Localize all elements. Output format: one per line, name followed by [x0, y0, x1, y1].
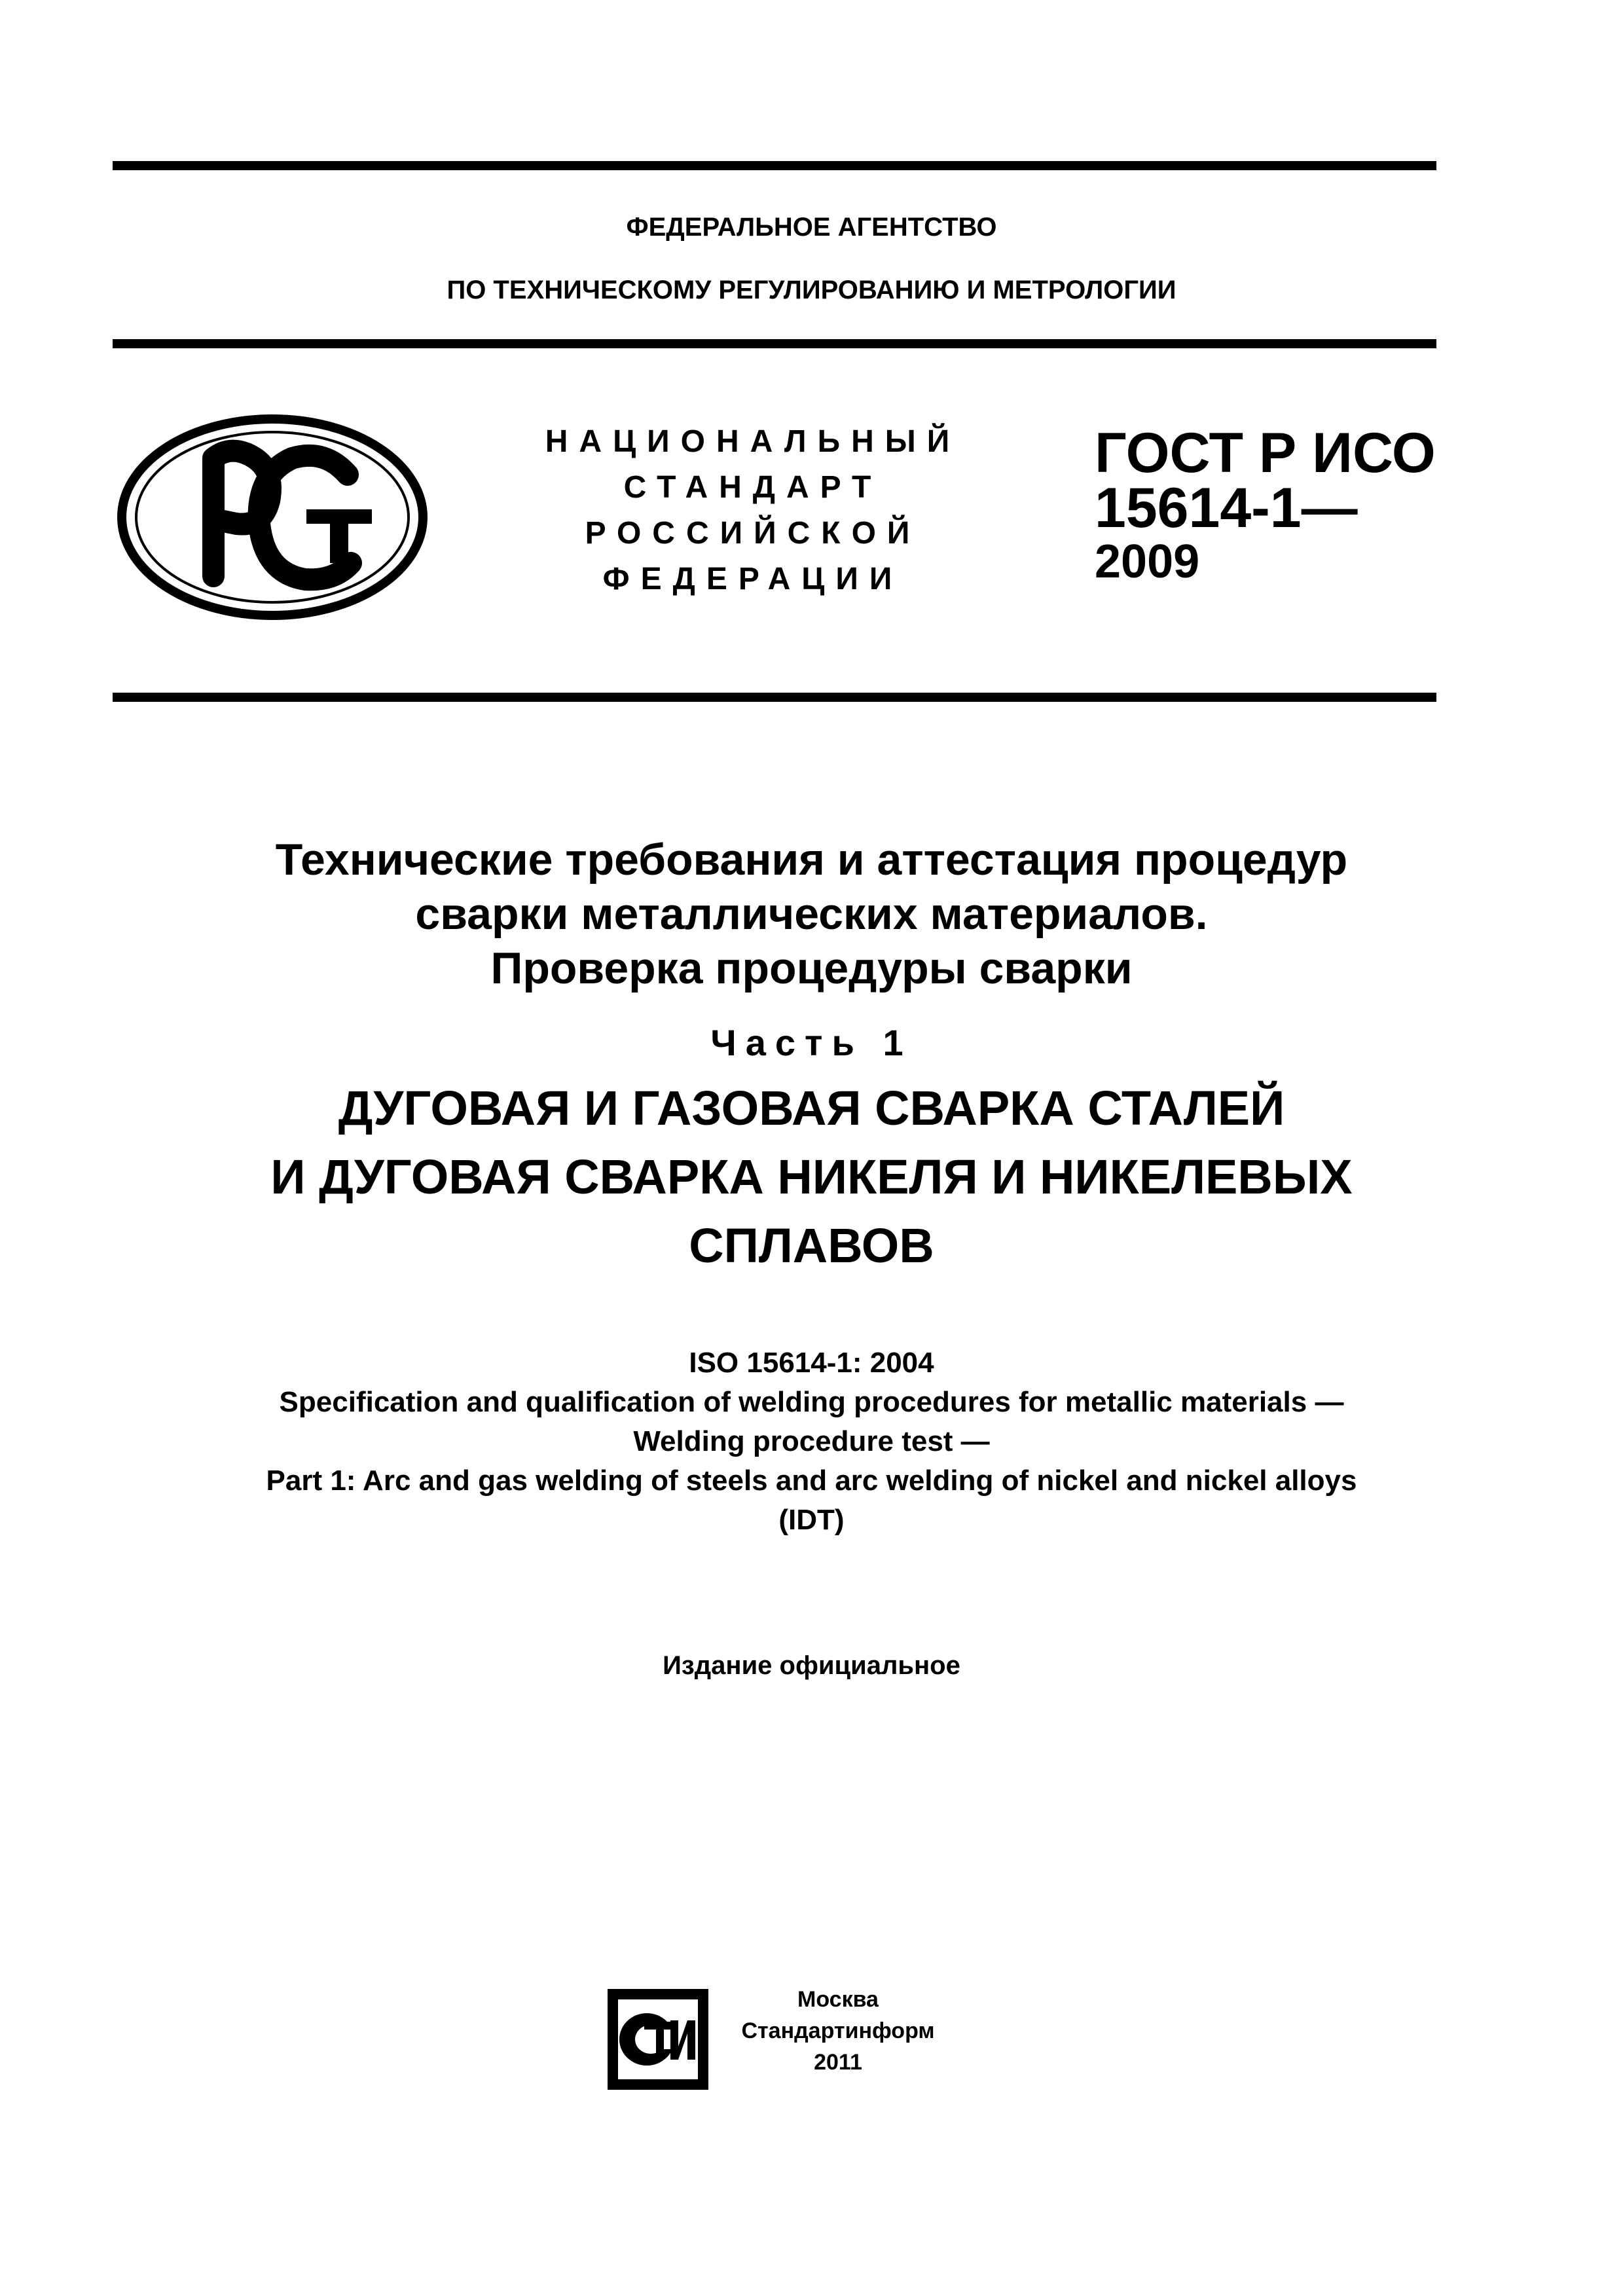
iso-title-line-1: Specification and qualification of welding procedures for metallic materials — [279, 1386, 1344, 1418]
national-line-3: РОССИЙСКОЙ [585, 516, 921, 551]
agency-line-1: ФЕДЕРАЛЬНОЕ АГЕНТСТВО [626, 213, 997, 242]
iso-title-line-3: Part 1: Arc and gas welding of steels and arc welding of nickel and nickel alloys [266, 1465, 1357, 1497]
publisher-imprint [730, 1984, 946, 2078]
iso-identity: (IDT) [778, 1504, 845, 1536]
part-label: Часть 1 [710, 1022, 913, 1063]
standard-designation [1095, 422, 1436, 588]
national-line-4: ФЕДЕРАЦИИ [602, 562, 903, 596]
publisher-name: Стандартинформ [741, 2018, 935, 2043]
subtitle-line-2: И ДУГОВАЯ СВАРКА НИКЕЛЯ И НИКЕЛЕВЫХ [270, 1150, 1353, 1204]
designation-line-1: ГОСТ Р ИСО [1095, 422, 1436, 484]
publisher-city: Москва [797, 1987, 879, 2012]
iso-title-line-2: Welding procedure test — [633, 1425, 990, 1457]
title-line-3: Проверка процедуры сварки [490, 943, 1133, 993]
title-line-1: Технические требования и аттестация процедур [275, 835, 1348, 884]
edition-label: Издание официальное [663, 1651, 960, 1680]
subtitle-line-3: СПЛАВОВ [689, 1218, 934, 1273]
header-rule [113, 339, 1436, 348]
sti-logo [602, 1984, 714, 2098]
subtitle-line-1: ДУГОВАЯ И ГАЗОВАЯ СВАРКА СТАЛЕЙ [338, 1081, 1285, 1135]
top-rule [113, 161, 1436, 170]
national-line-2: СТАНДАРТ [623, 470, 883, 505]
designation-line-2: 15614-1— [1095, 477, 1358, 539]
title-line-2: сварки металлических материалов. [415, 889, 1208, 939]
designation-year: 2009 [1095, 536, 1200, 588]
designation-rule [113, 693, 1436, 702]
iso-number: ISO 15614-1: 2004 [689, 1347, 934, 1379]
national-standard-caption [517, 419, 989, 602]
publisher-year: 2011 [814, 2050, 862, 2075]
agency-line-2: ПО ТЕХНИЧЕСКОМУ РЕГУЛИРОВАНИЮ И МЕТРОЛОГИИ [447, 276, 1176, 304]
rst-logo [115, 412, 429, 625]
national-line-1: НАЦИОНАЛЬНЫЙ [545, 424, 961, 459]
